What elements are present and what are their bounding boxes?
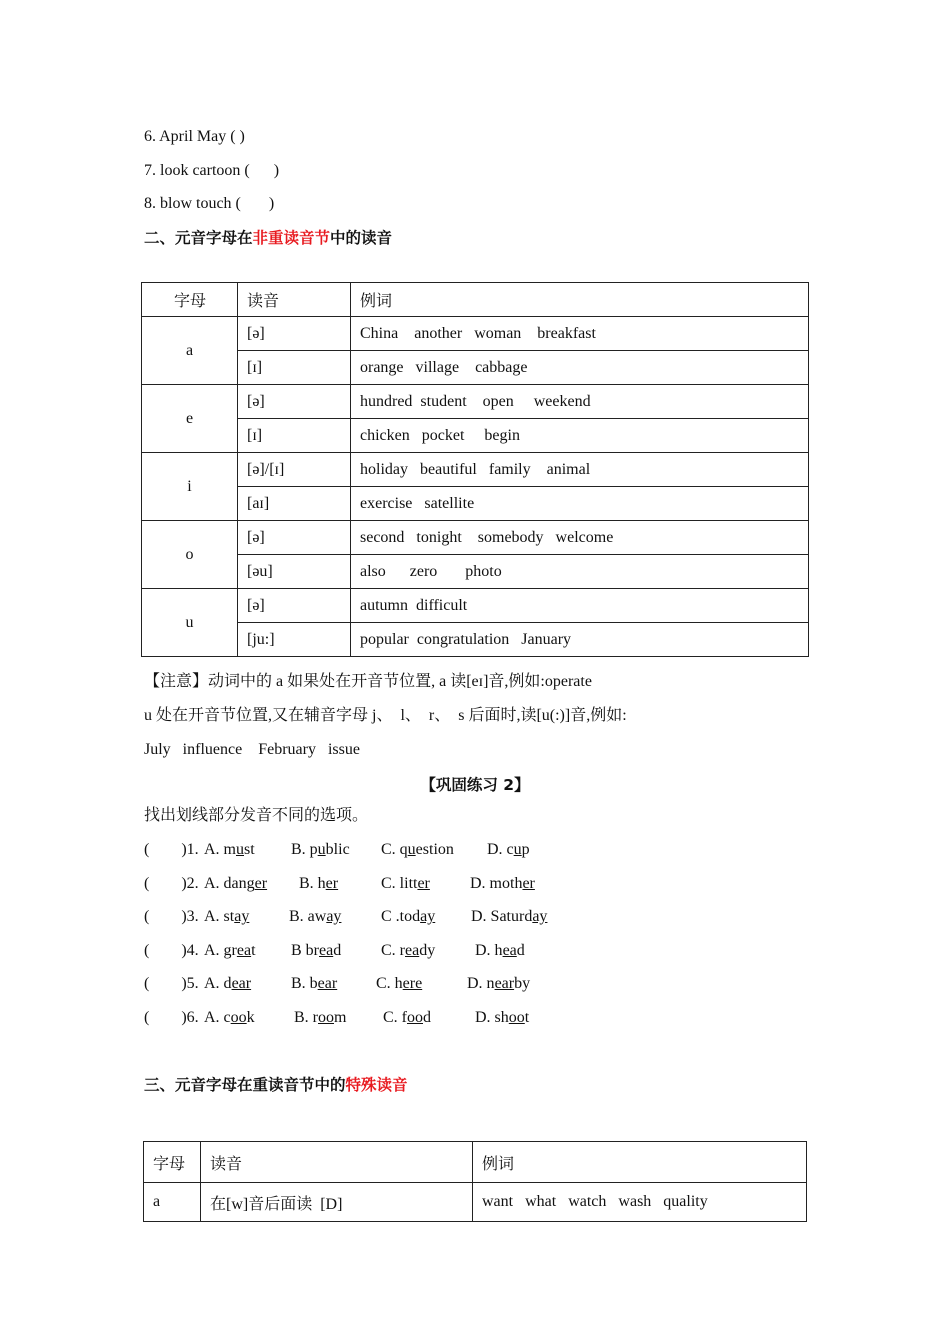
note-line-3: July influence February issue [144, 741, 360, 758]
sound-cell: [əu] [238, 555, 351, 589]
question-option: C. question [381, 841, 454, 858]
underlined-letters: er [254, 874, 268, 892]
table-row [142, 351, 809, 385]
question-number: ( )3. [144, 908, 199, 926]
sound-cell: [ə] [238, 385, 351, 419]
note-line-2: u 处在开音节位置,又在辅音字母 j、 l、 r、 s 后面时,读[u(:)]音,例如: [144, 707, 627, 724]
section3-prefix: 三、元音字母在重读音节中的 [144, 1076, 346, 1094]
underlined-letters: er [417, 874, 430, 892]
section2-prefix: 二、元音字母在 [144, 229, 253, 247]
letter-cell: a [144, 1183, 201, 1222]
words-cell: autumn difficult [351, 589, 809, 623]
underlined-letters: ay [326, 908, 342, 926]
table-row [144, 1183, 807, 1222]
question-option: C .today [381, 908, 436, 926]
letter-cell: e [142, 385, 238, 453]
question-option: D. Saturday [471, 908, 548, 926]
letter-cell: o [142, 521, 238, 589]
question-option: C. food [383, 1009, 431, 1026]
question-number: ( )1. [144, 841, 199, 858]
question-option: B. bear [291, 975, 338, 993]
section2-heading [144, 228, 392, 248]
letter-cell: u [142, 589, 238, 657]
question-option: D. head [475, 941, 525, 959]
words-cell: want what watch wash quality [473, 1183, 807, 1222]
question-option: D. shoot [475, 1009, 530, 1026]
underlined-letters: ea [405, 941, 420, 959]
top-item-6: 6. April May ( ) [144, 128, 245, 145]
question-option: A. dear [204, 975, 252, 993]
underlined-letters: ay [420, 908, 436, 926]
sound-cell: [ɪ] [238, 419, 351, 453]
underlined-letters: ea [319, 941, 334, 959]
sound-cell: [ə]/[ɪ] [238, 453, 351, 487]
underlined-letters: er [522, 874, 535, 892]
question-option: A. must [204, 841, 255, 858]
instruction: 找出划线部分发音不同的选项。 [144, 807, 369, 824]
question-row [144, 874, 744, 894]
header-letter: 字母 [142, 283, 238, 317]
words-cell: also zero photo [351, 555, 809, 589]
underlined-letters: er [325, 874, 339, 892]
underlined-letters: u [317, 841, 326, 858]
table-row [142, 453, 809, 487]
question-row [144, 941, 744, 961]
words-cell: second tonight somebody welcome [351, 521, 809, 555]
underlined-letters: u [236, 841, 244, 858]
words-cell: exercise satellite [351, 487, 809, 521]
sound-cell: [ə] [238, 317, 351, 351]
question-option: A. danger [204, 874, 268, 892]
question-option: B. her [299, 874, 339, 892]
table-row [142, 385, 809, 419]
question-option: D. mother [470, 874, 535, 892]
question-option: B. away [289, 908, 342, 926]
sound-cell: [aɪ] [238, 487, 351, 521]
words-cell: holiday beautiful family animal [351, 453, 809, 487]
words-cell: hundred student open weekend [351, 385, 809, 419]
question-number: ( )4. [144, 941, 199, 959]
letter-cell: a [142, 317, 238, 385]
question-option: A. cook [204, 1009, 255, 1026]
question-row [144, 907, 744, 927]
underlined-letters: ere [402, 975, 423, 993]
underlined-letters: ear [231, 975, 252, 993]
question-option: C. ready [381, 941, 436, 959]
underlined-letters: oo [318, 1009, 334, 1026]
section3-heading [144, 1075, 408, 1095]
table-row [142, 419, 809, 453]
table-row [142, 317, 809, 351]
top-item-8: 8. blow touch ( ) [144, 195, 275, 212]
note-line-1: 【注意】动词中的 a 如果处在开音节位置, a 读[eɪ]音,例如:operate [144, 673, 592, 690]
letter-cell: i [142, 453, 238, 521]
special-stressed-table [143, 1141, 807, 1222]
practice-title: 【巩固练习 2】 [420, 776, 530, 794]
question-option: D. cup [487, 841, 530, 858]
question-option: A. stay [204, 908, 250, 926]
underlined-letters: ay [532, 908, 548, 926]
question-option: C. litter [381, 874, 430, 892]
underlined-letters: oo [508, 1009, 525, 1026]
words-cell: China another woman breakfast [351, 317, 809, 351]
underlined-letters: ay [234, 908, 250, 926]
question-number: ( )6. [144, 1009, 199, 1026]
question-row [144, 974, 744, 994]
underlined-letters: ear [494, 975, 515, 993]
table-row [142, 589, 809, 623]
header-letter: 字母 [144, 1142, 201, 1183]
question-row [144, 840, 744, 860]
question-number: ( )5. [144, 975, 199, 993]
underlined-letters: ea [502, 941, 517, 959]
underlined-letters: u [513, 841, 522, 858]
vowel-unstressed-table [141, 282, 809, 657]
header-example: 例词 [473, 1142, 807, 1183]
underlined-letters: u [407, 841, 416, 858]
sound-cell: [ɪ] [238, 351, 351, 385]
sound-cell: [ə] [238, 589, 351, 623]
underlined-letters: oo [407, 1009, 423, 1026]
underlined-letters: ea [236, 941, 252, 959]
words-cell: orange village cabbage [351, 351, 809, 385]
question-option: D. nearby [467, 975, 531, 993]
underlined-letters: oo [230, 1009, 247, 1026]
header-sound: 读音 [201, 1142, 473, 1183]
underlined-letters: ear [317, 975, 338, 993]
table-header-row [142, 283, 809, 317]
table-row [142, 623, 809, 657]
sound-cell: [ə] [238, 521, 351, 555]
question-option: A. great [204, 941, 256, 959]
question-number: ( )2. [144, 874, 199, 892]
question-option: B bread [291, 941, 342, 959]
question-option: C. here [376, 975, 423, 993]
words-cell: popular congratulation January [351, 623, 809, 657]
question-option: B. public [291, 841, 350, 858]
words-cell: chicken pocket begin [351, 419, 809, 453]
sound-cell: 在[w]音后面读 [D] [201, 1183, 473, 1222]
section2-red: 非重读音节 [252, 229, 331, 247]
section3-red: 特殊读音 [345, 1076, 408, 1094]
table-header-row [144, 1142, 807, 1183]
header-example: 例词 [351, 283, 809, 317]
sound-cell: [ju:] [238, 623, 351, 657]
header-sound: 读音 [238, 283, 351, 317]
top-item-7: 7. look cartoon ( ) [144, 162, 280, 179]
question-option: B. room [294, 1009, 347, 1026]
section2-suffix: 中的读音 [330, 229, 393, 247]
table-row [142, 521, 809, 555]
table-row [142, 487, 809, 521]
question-row [144, 1008, 744, 1028]
table-row [142, 555, 809, 589]
